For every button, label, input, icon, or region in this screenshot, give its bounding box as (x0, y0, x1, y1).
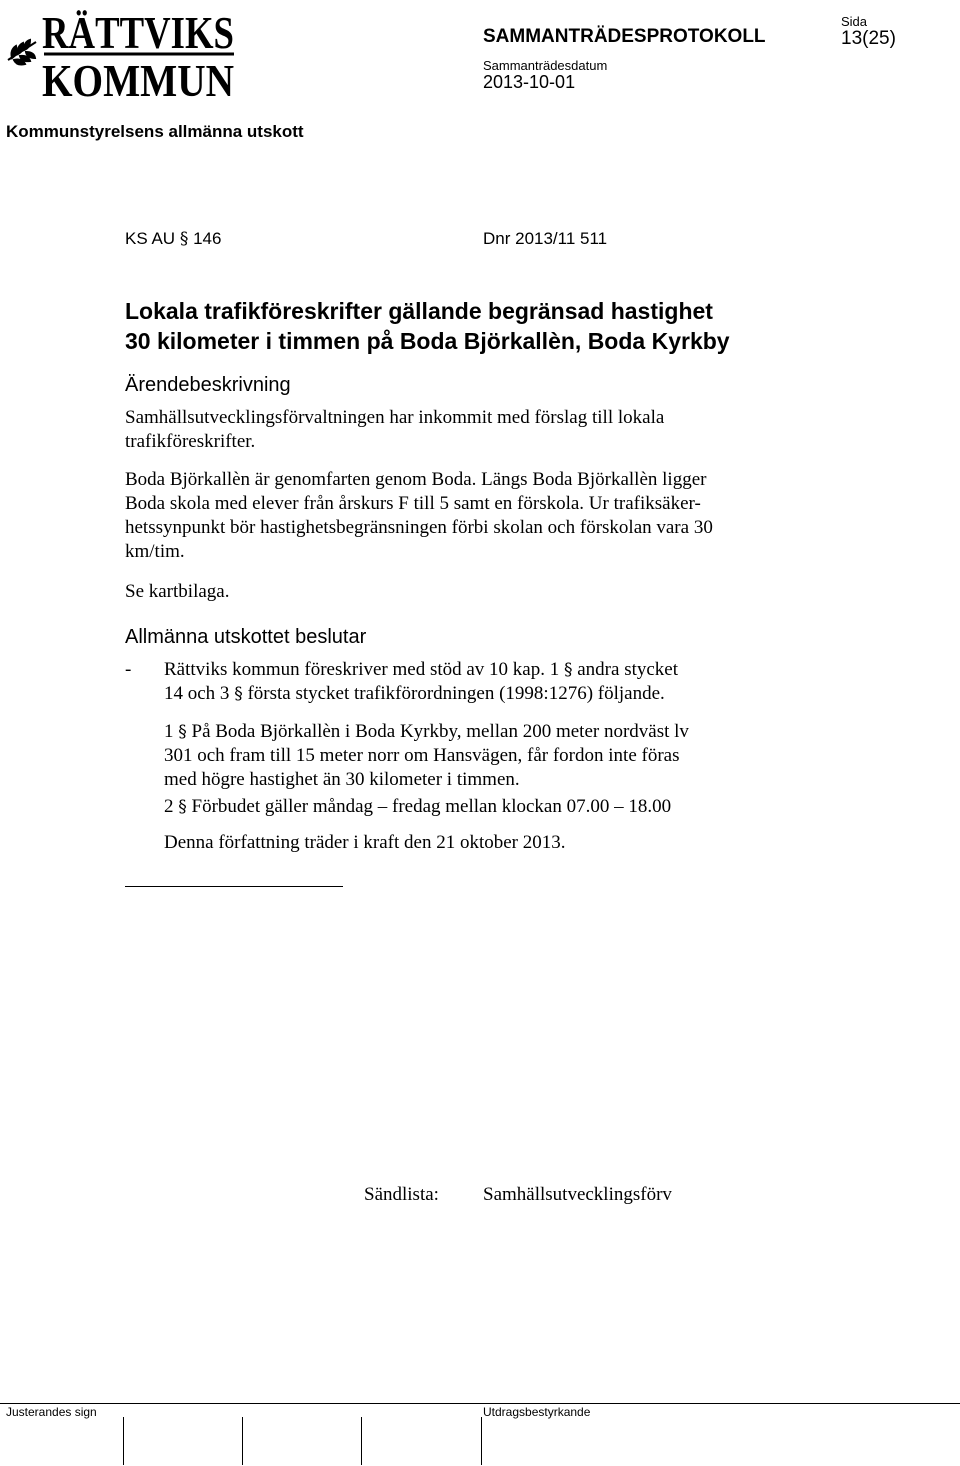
text-segment: På Boda Björkallèn i Boda Kyrkby, mellan 200 meter nordväst lv (191, 721, 689, 742)
case-title-line-1: Lokala trafikföreskrifter gällande begränsad hastighet (125, 298, 713, 324)
signature-box-divider (242, 1417, 243, 1465)
text-segment: Rättviks kommun föreskriver med stöd av 10 kap. 1 (164, 659, 560, 680)
text-line: med högre hastighet än 30 kilometer i timmen. (164, 769, 520, 790)
meeting-date-label: Sammanträdesdatum (483, 58, 608, 73)
text-line: Boda skola med elever från årskurs F till 5 samt en förskola. Ur trafiksäker- (125, 493, 701, 514)
text-line (164, 720, 689, 744)
section-number: 2 (164, 796, 174, 817)
section-number: 1 (164, 721, 174, 742)
description-paragraph-2 (125, 468, 713, 564)
case-number-prefix: KS AU (125, 229, 176, 248)
text-line: 301 och fram till 15 meter norr om Hansvägen, får fordon inte föras (164, 745, 680, 766)
section-symbol: § (234, 684, 243, 704)
logo-graphic (6, 4, 238, 106)
distribution-recipient: Samhällsutvecklingsförv (483, 1184, 672, 1205)
case-title (125, 296, 865, 356)
description-paragraph-1 (125, 406, 664, 454)
text-line (164, 658, 678, 682)
logo-text-line2: KOMMUN (42, 55, 234, 106)
signature-box-divider (123, 1417, 124, 1465)
regulation-section-1 (164, 720, 689, 792)
section-symbol: § (178, 797, 187, 817)
text-segment: andra stycket (577, 659, 679, 680)
text-line (164, 682, 678, 706)
page-label: Sida (841, 14, 868, 29)
case-title-line-2: 30 kilometer i timmen på Boda Björkallèn, Boda Kyrkby (125, 328, 730, 354)
text-line: km/tim. (125, 541, 185, 562)
text-segment: Förbudet gäller måndag – fredag mellan klockan 07.00 – 18.00 (191, 796, 672, 817)
meeting-date: 2013-10-01 (483, 72, 576, 92)
text-line: Samhällsutvecklingsförvaltningen har inkommit med förslag till lokala (125, 407, 665, 428)
page-number: 13(25) (841, 28, 896, 49)
registration-number: Dnr 2013/11 511 (483, 229, 608, 248)
logo-text-line1: RÄTTVIKS (42, 7, 234, 58)
signature-box-divider (361, 1417, 362, 1465)
committee-name: Kommunstyrelsens allmänna utskott (6, 122, 304, 141)
decision-heading: Allmänna utskottet beslutar (125, 626, 367, 648)
text-line: hetssynpunkt bör hastighetsbegränsningen förbi skolan och förskolan vara 30 (125, 517, 713, 538)
map-attachment-note: Se kartbilaga. (125, 581, 230, 602)
section-symbol: § (564, 660, 573, 680)
effective-date-note: Denna författning träder i kraft den 21 oktober 2013. (164, 832, 566, 853)
section-symbol: § (178, 722, 187, 742)
footer-rule (0, 1403, 960, 1404)
municipality-logo (6, 4, 238, 106)
regulation-section-2 (164, 795, 671, 819)
adjusters-signature-label: Justerandes sign (6, 1405, 97, 1419)
distribution-label: Sändlista: (364, 1184, 439, 1205)
extract-certification-label: Utdragsbestyrkande (483, 1405, 591, 1419)
text-segment: 14 och 3 (164, 683, 230, 704)
separator-line (125, 886, 343, 887)
list-bullet: - (125, 659, 132, 680)
text-line: Boda Björkallèn är genomfarten genom Boda. Längs Boda Björkallèn ligger (125, 469, 707, 490)
section-symbol: § (179, 229, 189, 249)
signature-box-divider (481, 1417, 482, 1465)
text-line: trafikföreskrifter. (125, 431, 256, 452)
document-type: SAMMANTRÄDESPROTOKOLL (483, 26, 766, 47)
text-segment: första stycket trafikförordningen (1998:1276) följande. (247, 683, 665, 704)
decision-item-1 (164, 658, 678, 706)
description-heading: Ärendebeskrivning (125, 374, 291, 396)
case-number (125, 229, 221, 249)
case-number-value: 146 (193, 229, 222, 248)
